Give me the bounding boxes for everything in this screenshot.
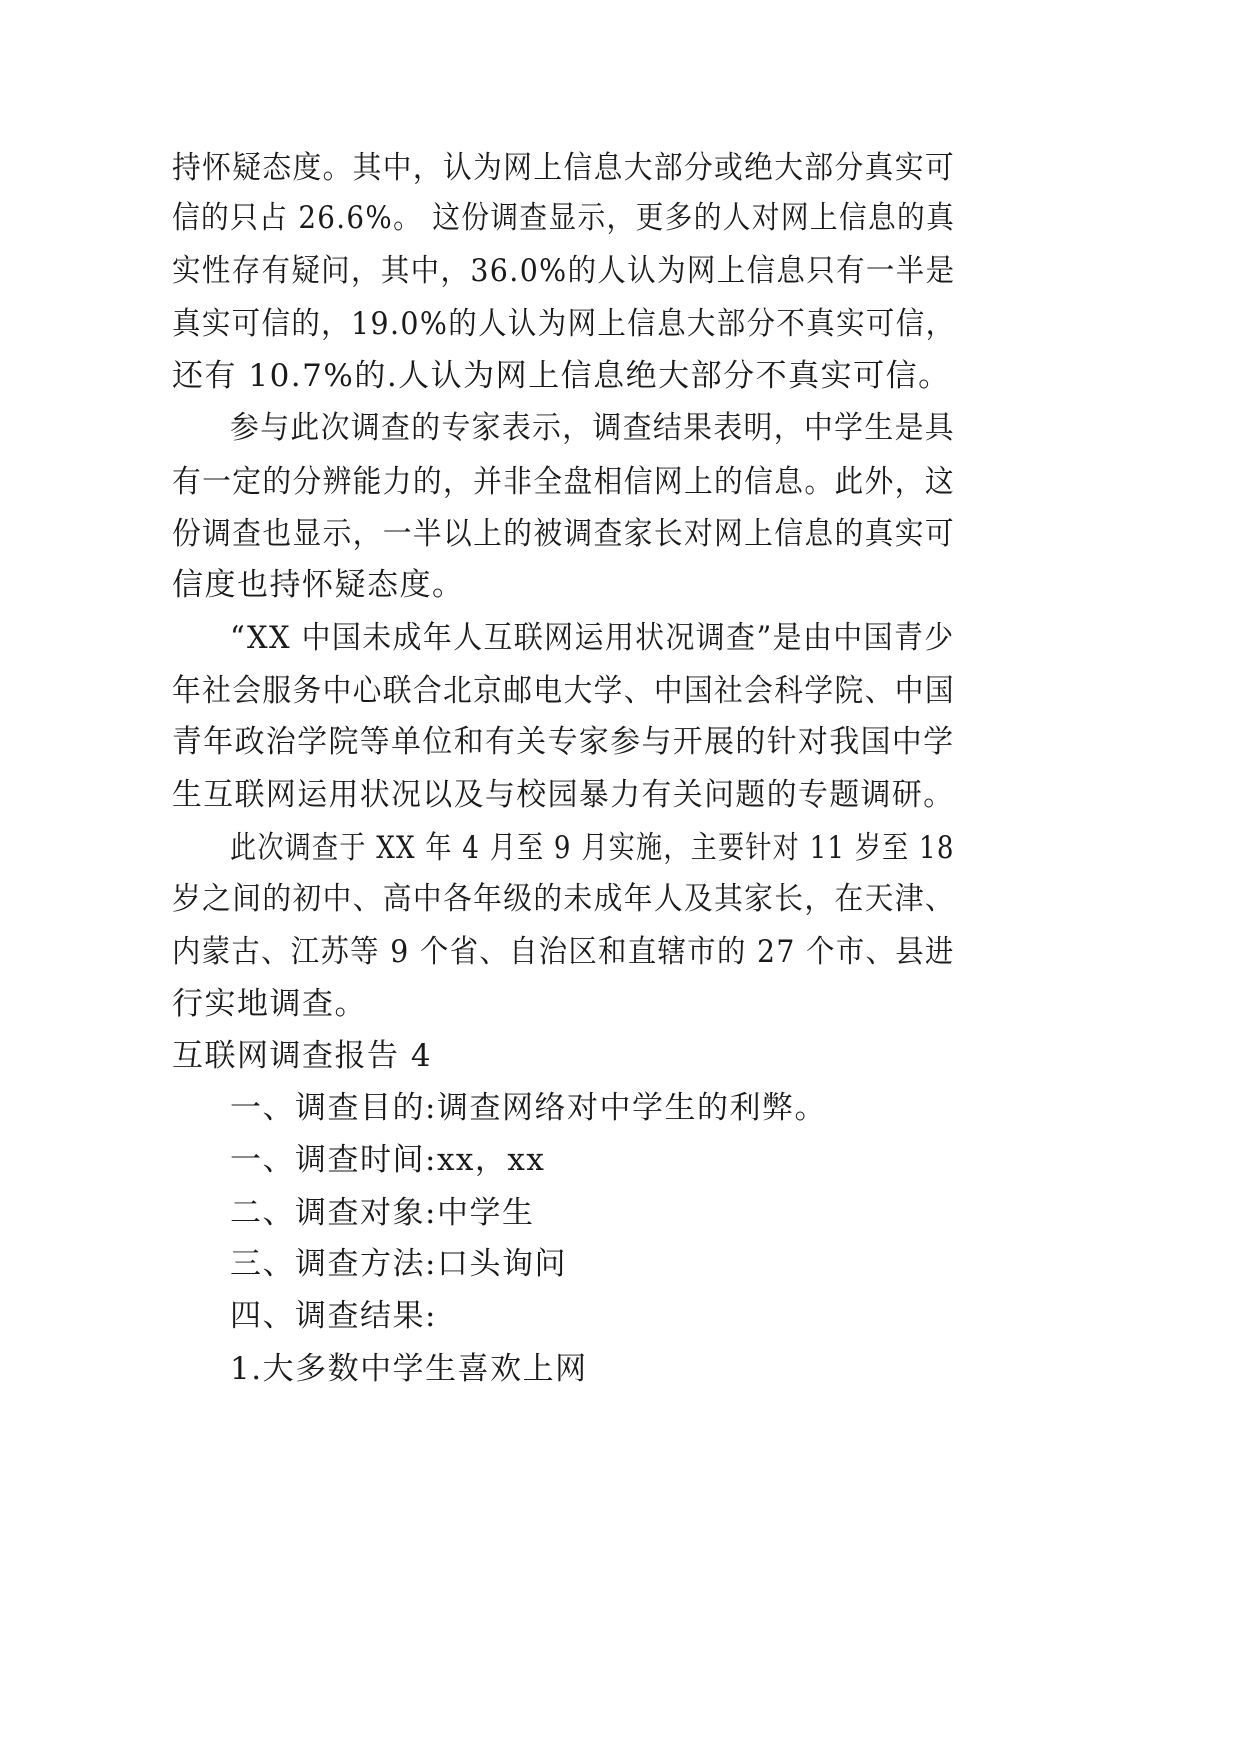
text-line: 持怀疑态度。其中，认为网上信息大部分或绝大部分真实可 [172, 150, 955, 186]
text-line: 参与此次调查的专家表示，调查结果表明，中学生是具 [230, 410, 956, 446]
text-line: 四、调查结果: [230, 1298, 437, 1334]
text-line: 二、调查对象:中学生 [230, 1195, 535, 1231]
text-line: 一、调查时间:xx，xx [230, 1142, 546, 1178]
text-line: 年社会服务中心联合北京邮电大学、中国社会科学院、中国 [172, 673, 955, 709]
text-line: 份调查也显示，一半以上的被调查家长对网上信息的真实可 [172, 516, 955, 552]
text-line: 有一定的分辨能力的，并非全盘相信网上的信息。此外，这 [172, 464, 955, 500]
text-line: 内蒙古、江苏等 9 个省、自治区和直辖市的 27 个市、县进 [172, 934, 955, 970]
text-line: 信度也持怀疑态度。 [172, 567, 465, 603]
text-line: 实性存有疑问，其中，36.0%的人认为网上信息只有一半是 [172, 253, 956, 289]
text-line: 青年政治学院等单位和有关专家参与开展的针对我国中学 [172, 724, 955, 760]
text-line: 1.大多数中学生喜欢上网 [230, 1351, 588, 1387]
text-line: 还有 10.7%的.人认为网上信息绝大部分不真实可信。 [172, 358, 951, 394]
text-line: 生互联网运用状况以及与校园暴力有关问题的专题调研。 [172, 777, 955, 813]
text-line: 行实地调查。 [172, 986, 367, 1022]
text-line: 信的只占 26.6%。 这份调查显示，更多的人对网上信息的真 [172, 200, 956, 236]
text-line: 一、调查目的:调查网络对中学生的利弊。 [230, 1090, 827, 1126]
text-line: 三、调查方法:口头询问 [230, 1246, 567, 1282]
section-heading: 互联网调查报告 4 [172, 1038, 433, 1074]
text-line: 真实可信的，19.0%的人认为网上信息大部分不真实可信， [172, 306, 956, 342]
text-line: 此次调查于 XX 年 4 月至 9 月实施，主要针对 11 岁至 18 [230, 830, 955, 866]
text-line: 岁之间的初中、高中各年级的未成年人及其家长，在天津、 [172, 881, 955, 917]
text-line: “XX 中国未成年人互联网运用状况调查”是由中国青少 [230, 620, 955, 656]
